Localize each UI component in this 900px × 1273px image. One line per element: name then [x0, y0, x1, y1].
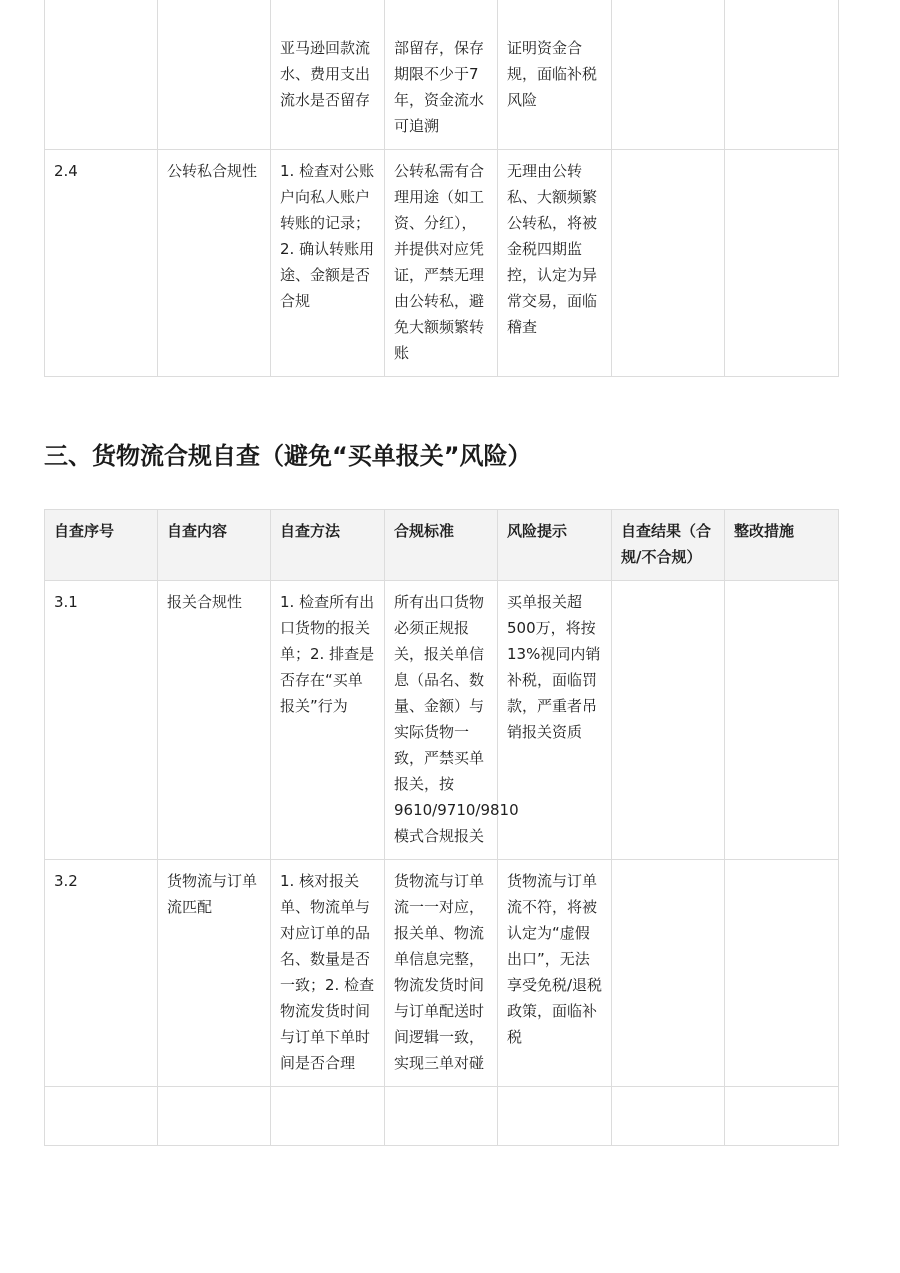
fix-cell — [725, 1087, 839, 1146]
seq-cell: 3.2 — [45, 860, 158, 1087]
method-cell: 1. 检查所有出口货物的报关单；2. 排查是否存在“买单报关”行为 — [271, 581, 385, 860]
table-header-row — [45, 510, 839, 581]
result-cell — [612, 581, 725, 860]
fix-cell — [725, 150, 839, 377]
method-cell: 1. 核对报关单、物流单与对应订单的品名、数量是否一致；2. 检查物流发货时间与订单下单时间是否合理 — [271, 860, 385, 1087]
risk-cell: 买单报关超500万，将按13%视同内销补税，面临罚款，严重者吊销报关资质 — [498, 581, 612, 860]
fix-cell — [725, 0, 839, 150]
fund-flow-table-continued — [44, 0, 839, 377]
standard-cell: 货物流与订单流一一对应，报关单、物流单信息完整，物流发货时间与订单配送时间逻辑一致，实现三单对碰 — [385, 860, 498, 1087]
fix-cell — [725, 860, 839, 1087]
seq-cell — [45, 0, 158, 150]
method-cell: 1. 检查对公账户向私人账户转账的记录；2. 确认转账用途、金额是否合规 — [271, 150, 385, 377]
header-risk: 风险提示 — [498, 510, 612, 581]
fix-cell — [725, 581, 839, 860]
item-cell: 报关合规性 — [158, 581, 271, 860]
header-item: 自查内容 — [158, 510, 271, 581]
standard-cell: 所有出口货物必须正规报关，报关单信息（品名、数量、金额）与实际货物一致，严禁买单报关，按9610/9710/9810模式合规报关 — [385, 581, 498, 860]
standard-cell: 部留存，保存期限不少于7年，资金流水可追溯 — [385, 0, 498, 150]
standard-cell — [385, 1087, 498, 1146]
method-cell: 亚马逊回款流水、费用支出流水是否留存 — [271, 0, 385, 150]
risk-cell: 货物流与订单流不符，将被认定为“虚假出口”，无法享受免税/退税政策，面临补税 — [498, 860, 612, 1087]
result-cell — [612, 0, 725, 150]
seq-cell — [45, 1087, 158, 1146]
risk-cell — [498, 1087, 612, 1146]
seq-cell: 2.4 — [45, 150, 158, 377]
table-row — [45, 150, 839, 377]
risk-cell: 证明资金合规，面临补税风险 — [498, 0, 612, 150]
header-fix: 整改措施 — [725, 510, 839, 581]
header-standard: 合规标准 — [385, 510, 498, 581]
risk-cell: 无理由公转私、大额频繁公转私，将被金税四期监控，认定为异常交易，面临稽查 — [498, 150, 612, 377]
item-cell — [158, 0, 271, 150]
table-row — [45, 860, 839, 1087]
result-cell — [612, 860, 725, 1087]
result-cell — [612, 1087, 725, 1146]
item-cell — [158, 1087, 271, 1146]
seq-cell: 3.1 — [45, 581, 158, 860]
standard-cell: 公转私需有合理用途（如工资、分红），并提供对应凭证，严禁无理由公转私，避免大额频繁转账 — [385, 150, 498, 377]
table-row — [45, 1087, 839, 1146]
item-cell: 公转私合规性 — [158, 150, 271, 377]
table-row — [45, 581, 839, 860]
table-row — [45, 0, 839, 150]
header-seq: 自查序号 — [45, 510, 158, 581]
section-title: 三、货物流合规自查（避免“买单报关”风险） — [44, 442, 532, 470]
header-result: 自查结果（合规/不合规） — [612, 510, 725, 581]
header-method: 自查方法 — [271, 510, 385, 581]
goods-flow-table — [44, 509, 839, 1146]
result-cell — [612, 150, 725, 377]
item-cell: 货物流与订单流匹配 — [158, 860, 271, 1087]
method-cell — [271, 1087, 385, 1146]
